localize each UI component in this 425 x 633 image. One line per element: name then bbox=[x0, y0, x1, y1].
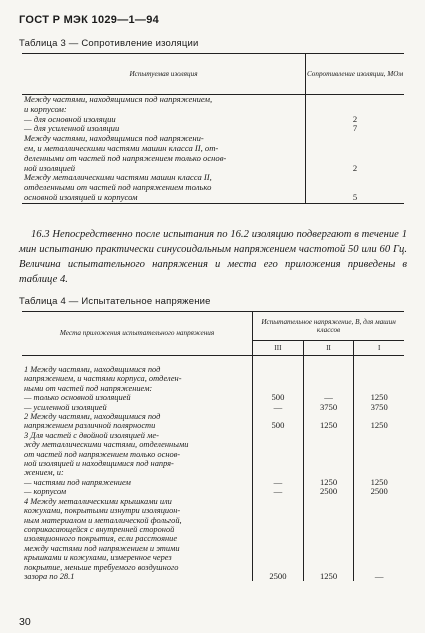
application-place-cell: покрытие, меньше требуемого воздушного bbox=[22, 563, 253, 572]
table-row bbox=[22, 563, 404, 572]
table-row bbox=[22, 553, 404, 562]
voltage-class-iii-cell bbox=[253, 374, 304, 383]
voltage-class-i-cell bbox=[354, 440, 404, 449]
voltage-class-i-cell bbox=[354, 553, 404, 562]
application-place-cell: изоляционного покрытия, если расстояние bbox=[22, 534, 253, 543]
insulation-cell: ной изоляцией bbox=[22, 164, 306, 174]
voltage-class-i-cell: 2500 bbox=[370, 486, 388, 497]
table-row bbox=[22, 374, 404, 383]
voltage-class-iii-cell bbox=[253, 553, 304, 562]
table-row bbox=[22, 421, 404, 430]
table-row bbox=[22, 525, 404, 534]
class-i-header: I bbox=[354, 341, 404, 356]
application-place-cell: жду металлическими частями, отделенными bbox=[22, 440, 253, 449]
insulation-cell: Между частями, находящимися под напряжением, bbox=[22, 95, 306, 105]
application-place-cell: 2 Между частями, находящимися под bbox=[22, 412, 253, 421]
class-iii-header: III bbox=[253, 341, 304, 356]
table-row bbox=[22, 193, 404, 203]
resistance-cell: 2 bbox=[352, 162, 358, 173]
table-row bbox=[22, 393, 404, 402]
voltage-class-ii-cell: — bbox=[303, 393, 354, 402]
resistance-cell bbox=[306, 95, 405, 105]
voltage-class-iii-cell bbox=[253, 365, 304, 374]
resistance-cell: 5 bbox=[306, 193, 405, 203]
test-voltage-table bbox=[22, 311, 404, 581]
application-place-cell: 1 Между частями, находящимися под bbox=[22, 365, 253, 374]
voltage-class-i-cell bbox=[354, 497, 404, 506]
voltage-class-i-cell bbox=[354, 431, 404, 440]
voltage-class-ii-cell bbox=[303, 497, 354, 506]
table-row bbox=[22, 506, 404, 515]
insulation-cell: и корпусом: bbox=[22, 105, 306, 115]
table-row bbox=[22, 403, 404, 412]
insulation-cell: деленными от частей под напряжением только основ- bbox=[22, 154, 306, 164]
voltage-class-ii-cell bbox=[303, 374, 354, 383]
voltage-class-i-cell bbox=[354, 365, 404, 374]
voltage-class-ii-cell: 2500 bbox=[303, 487, 354, 496]
voltage-class-i-cell bbox=[354, 459, 404, 468]
clause-16-3: 16.3 Непосредственно после испытания по 16.2 изоляцию подвергают в течение 1 мин испытанию практически синусоидальным напряжением частотой 50 или 60 Гц. Величина испытательного напряжения и места его приложения приведены в таблице 4. bbox=[19, 229, 407, 285]
voltage-class-iii-cell bbox=[253, 450, 304, 459]
insulation-cell: — для усиленной изоляции bbox=[22, 124, 306, 134]
application-place-cell: — усиленной изоляцией bbox=[22, 403, 253, 412]
application-place-cell: — частями под напряжением bbox=[22, 478, 253, 487]
application-place-cell: крышками и кожухами, измеренное через bbox=[22, 553, 253, 562]
application-place-cell: — корпусом bbox=[22, 487, 253, 496]
voltage-class-iii-cell bbox=[253, 431, 304, 440]
voltage-class-i-cell bbox=[354, 525, 404, 534]
page-number: 30 bbox=[19, 616, 31, 628]
application-place-cell: соприкасающейся с внутренней стороной bbox=[22, 525, 253, 534]
voltage-class-i-cell bbox=[354, 374, 404, 383]
table-row bbox=[22, 487, 404, 496]
voltage-class-ii-cell bbox=[303, 440, 354, 449]
insulation-cell: Между металлическими частями машин класса II, bbox=[22, 173, 306, 183]
voltage-class-ii-cell bbox=[303, 365, 354, 374]
application-place-cell: 4 Между металлическими крышками или bbox=[22, 497, 253, 506]
voltage-class-iii-cell bbox=[253, 534, 304, 543]
resistance-cell bbox=[306, 144, 405, 154]
resistance-cell: 2 bbox=[352, 113, 358, 124]
table-row bbox=[22, 95, 404, 105]
voltage-class-ii-cell bbox=[303, 506, 354, 515]
table4-group-header: Испытательное напряжение, В, для машин классов bbox=[253, 312, 404, 341]
insulation-cell: основной изоляцией и корпусом bbox=[22, 193, 306, 203]
voltage-class-iii-cell bbox=[253, 544, 304, 553]
application-place-cell: зазора по 28.1 bbox=[22, 572, 253, 581]
voltage-class-i-cell: 3750 bbox=[370, 401, 388, 412]
insulation-cell: ем, и металлическими частями машин класса II, от- bbox=[22, 144, 306, 154]
table4-col1-header: Места приложения испытательного напряжения bbox=[22, 312, 253, 356]
application-place-cell: напряжением различной полярности bbox=[22, 421, 253, 430]
standard-header: ГОСТ Р МЭК 1029—1—94 bbox=[19, 14, 160, 26]
insulation-cell: — для основной изоляции bbox=[22, 115, 306, 125]
table4-caption: Таблица 4 — Испытательное напряжение bbox=[19, 296, 211, 307]
voltage-class-iii-cell bbox=[253, 440, 304, 449]
voltage-class-iii-cell bbox=[253, 459, 304, 468]
table-row bbox=[22, 384, 404, 393]
application-place-cell: между частями под напряжением и этими bbox=[22, 544, 253, 553]
application-place-cell: напряжением, и частями корпуса, отделен- bbox=[22, 374, 253, 383]
voltage-class-ii-cell: 1250 bbox=[303, 572, 354, 581]
table-row bbox=[22, 572, 404, 581]
voltage-class-ii-cell bbox=[303, 431, 354, 440]
voltage-class-ii-cell bbox=[303, 459, 354, 468]
application-place-cell: ной изоляцией и находящимися под напря- bbox=[22, 459, 253, 468]
table-row bbox=[22, 516, 404, 525]
application-place-cell: жением, и: bbox=[22, 468, 253, 477]
voltage-class-i-cell bbox=[354, 450, 404, 459]
voltage-class-ii-cell bbox=[303, 534, 354, 543]
class-ii-header: II bbox=[303, 341, 354, 356]
voltage-class-i-cell: 1250 bbox=[370, 476, 388, 487]
table3-col1-header: Испытуемая изоляция bbox=[22, 54, 306, 95]
table-row bbox=[22, 154, 404, 164]
insulation-cell: отделенными от частей под напряжением только bbox=[22, 183, 306, 193]
voltage-class-iii-cell: — bbox=[253, 478, 304, 487]
voltage-class-iii-cell bbox=[253, 497, 304, 506]
voltage-class-i-cell bbox=[354, 516, 404, 525]
resistance-cell bbox=[306, 173, 405, 183]
table-row bbox=[22, 431, 404, 440]
table-row bbox=[22, 459, 404, 468]
application-place-cell: кожухами, покрытыми изнутри изоляцион- bbox=[22, 506, 253, 515]
voltage-class-ii-cell bbox=[303, 544, 354, 553]
application-place-cell: 3 Для частей с двойной изоляцией ме- bbox=[22, 431, 253, 440]
voltage-class-i-cell bbox=[354, 544, 404, 553]
voltage-class-ii-cell bbox=[303, 450, 354, 459]
resistance-cell: 7 bbox=[352, 123, 358, 134]
table-row bbox=[22, 450, 404, 459]
application-place-cell: ными от частей под напряжением: bbox=[22, 384, 253, 393]
insulation-cell: Между частями, находящимися под напряжени- bbox=[22, 134, 306, 144]
table-row bbox=[22, 412, 404, 421]
voltage-class-iii-cell: 500 bbox=[253, 421, 304, 430]
table-row bbox=[22, 534, 404, 543]
voltage-class-ii-cell bbox=[303, 553, 354, 562]
voltage-class-iii-cell: — bbox=[253, 487, 304, 496]
voltage-class-iii-cell: — bbox=[253, 403, 304, 412]
application-place-cell: ным материалом и металлической фольгой, bbox=[22, 516, 253, 525]
voltage-class-i-cell: 1250 bbox=[370, 420, 388, 431]
voltage-class-ii-cell bbox=[303, 516, 354, 525]
voltage-class-iii-cell bbox=[253, 525, 304, 534]
table3-caption: Таблица 3 — Сопротивление изоляции bbox=[19, 38, 199, 49]
voltage-class-ii-cell: 1250 bbox=[303, 478, 354, 487]
voltage-class-i-cell: — bbox=[374, 570, 384, 581]
application-place-cell: — только основной изоляцией bbox=[22, 393, 253, 402]
insulation-resistance-table bbox=[22, 53, 404, 204]
table-row bbox=[22, 440, 404, 449]
voltage-class-i-cell bbox=[354, 534, 404, 543]
application-place-cell: от частей под напряжением только основ- bbox=[22, 450, 253, 459]
table-row bbox=[22, 365, 404, 374]
voltage-class-iii-cell: 500 bbox=[253, 393, 304, 402]
voltage-class-i-cell: 1250 bbox=[370, 392, 388, 403]
voltage-class-i-cell bbox=[354, 506, 404, 515]
table-row bbox=[22, 478, 404, 487]
table-row bbox=[22, 497, 404, 506]
voltage-class-iii-cell bbox=[253, 506, 304, 515]
voltage-class-ii-cell: 1250 bbox=[303, 421, 354, 430]
voltage-class-iii-cell bbox=[253, 516, 304, 525]
resistance-cell bbox=[306, 134, 405, 144]
voltage-class-iii-cell: 2500 bbox=[253, 572, 304, 581]
voltage-class-ii-cell: 3750 bbox=[303, 403, 354, 412]
table-row bbox=[22, 544, 404, 553]
table3-col2-header: Сопротивление изоляции, МОм bbox=[306, 54, 405, 95]
voltage-class-ii-cell bbox=[303, 525, 354, 534]
table-row bbox=[22, 468, 404, 477]
